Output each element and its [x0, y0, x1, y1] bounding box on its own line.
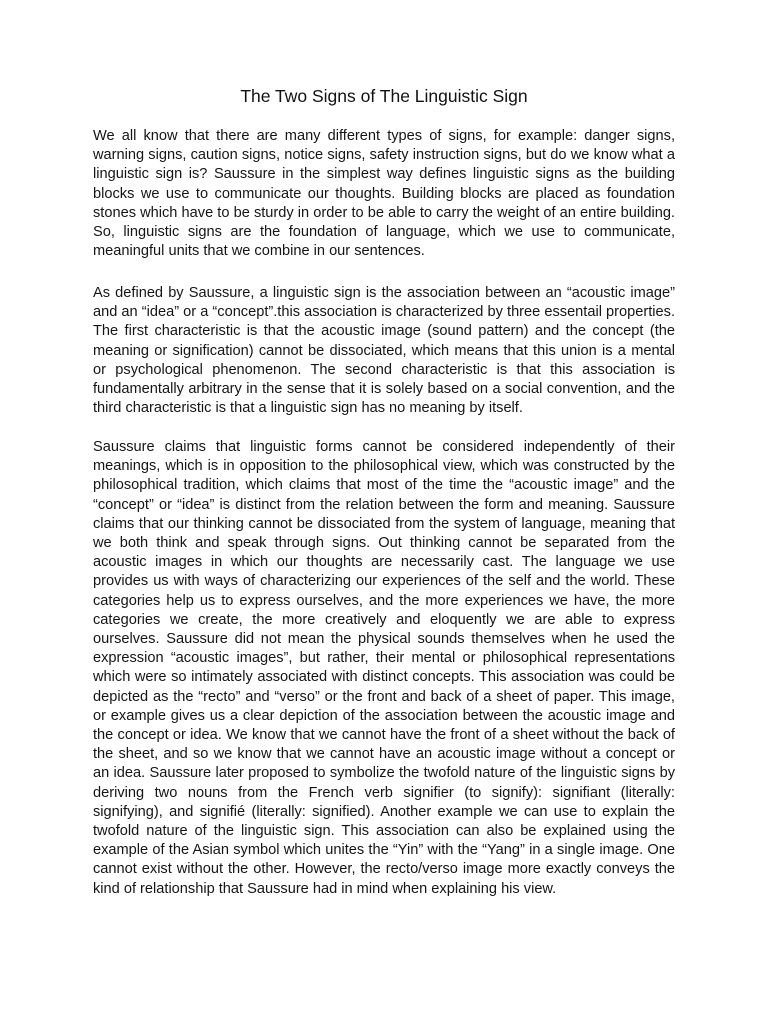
paragraph-2: As defined by Saussure, a linguistic sign is the association between an “acoustic image” and an “idea” or a “concept”.this association is characterized by three essentail properties. The first characteristic is that the acoustic image (sound pattern) and the concept (the meaning or signification) cannot be dissociated, which means that this union is a mental or psychological phenomenon. The second characteristic is that this association is fundamentally arbitrary in the sense that it is solely based on a social convention, and the third characteristic is that a linguistic sign has no meaning by itself.	[93, 285, 675, 417]
paragraph-3: Saussure claims that linguistic forms cannot be considered independently of their meanings, which is in opposition to the philosophical view, which was constructed by the philosophical tradition, which claims that most of the time the “acoustic image” and the “concept” or “idea” is distinct from the relation between the form and meaning. Saussure claims that our thinking cannot be dissociated from the system of language, meaning that we both think and speak through signs. Out thinking cannot be separated from the acoustic images in which our thoughts are necessarily cast. The language we use provides us with ways of characterizing our experiences of the self and the world. These categories help us to express ourselves, and the more experiences we have, the more categories we create, the more creatively and eloquently we are able to express ourselves. Saussure did not mean the physical sounds themselves when he used the expression “acoustic images”, but rather, their mental or philosophical representations which were so intimately associated with distinct concepts. This association was could be depicted as the “recto” and “verso” or the front and back of a sheet of paper. This image, or example gives us a clear depiction of the association between the acoustic image and the concept or idea. We know that we cannot have the front of a sheet without the back of the sheet, and so we know that we cannot have an acoustic image without a concept or an idea. Saussure later proposed to symbolize the twofold nature of the linguistic signs by deriving two nouns from the French verb signifier (to signify): signifiant (literally: signifying), and signifié (literally: signified). Another example we can use to explain the twofold nature of the linguistic sign. This association can also be explained using the example of the Asian symbol which unites the “Yin” with the “Yang” in a single image. One cannot exist without the other. However, the recto/verso image more exactly conveys the kind of relationship that Saussure had in mind when explaining his view.	[93, 439, 675, 897]
document-title: The Two Signs of The Linguistic Sign	[240, 86, 528, 106]
paragraph-1: We all know that there are many different types of signs, for example: danger signs, warning signs, caution signs, notice signs, safety instruction signs, but do we know what a linguistic sign is? Saussure in the simplest way defines linguistic signs as the building blocks we use to communicate our thoughts. Building blocks are placed as foundation stones which have to be sturdy in order to be able to carry the weight of an entire building. So, linguistic signs are the foundation of language, which we use to communicate, meaningful units that we combine in our sentences.	[93, 128, 675, 260]
